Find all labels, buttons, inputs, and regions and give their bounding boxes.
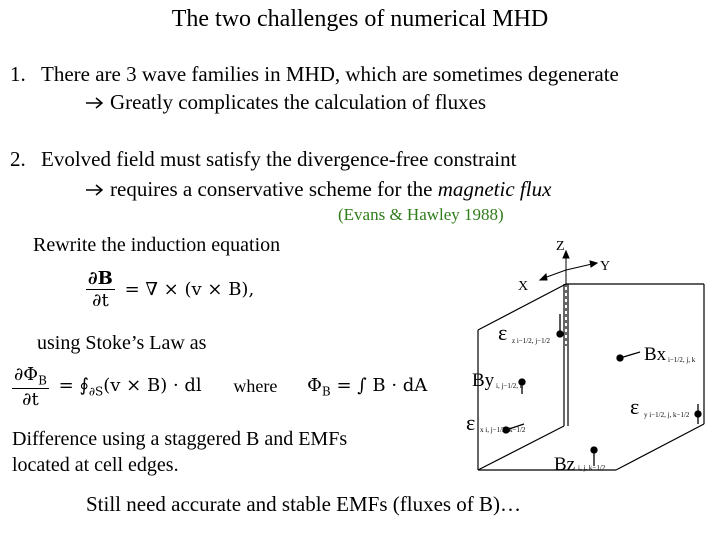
ez-dot xyxy=(557,331,563,337)
bx-dot xyxy=(617,355,623,361)
bz-label: Bz xyxy=(554,454,576,475)
flux-definition xyxy=(307,375,428,399)
induction-equation xyxy=(86,268,254,311)
point-2-text: Evolved field must satisfy the divergence-free constraint xyxy=(41,147,517,171)
point-1-consequence-text: Greatly complicates the calculation of fluxes xyxy=(110,90,487,114)
stokes-fraction xyxy=(12,364,49,410)
x-axis-line xyxy=(544,270,566,278)
stokes-integral: = ∮ xyxy=(58,375,89,396)
point-1 xyxy=(10,62,619,87)
y-axis-line xyxy=(566,264,592,270)
ex-label: ε xyxy=(466,410,476,435)
ez-sub: z i−1/2, j−1/2 xyxy=(512,337,551,345)
bx-sub: i−1/2, j, k xyxy=(668,356,696,364)
point-1-text: There are 3 wave families in MHD, which are sometimes degenerate xyxy=(41,62,619,86)
citation: (Evans & Hawley 1988) xyxy=(338,205,504,224)
ex-sub: x i, j−1/2, k−1/2 xyxy=(480,426,526,434)
stokes-equation xyxy=(12,364,427,410)
arrow-right-icon xyxy=(86,177,104,202)
point-1-number: 1. xyxy=(10,62,26,86)
induction-rhs: = ∇ × (v × B), xyxy=(124,279,255,300)
stokes-text: using Stoke’s Law as xyxy=(37,332,207,354)
cell-edge-bottom-right xyxy=(616,424,704,470)
flux-phi-sub: B xyxy=(321,384,331,399)
induction-denominator: ∂t xyxy=(92,290,109,311)
difference-text-1: Difference using a staggered B and EMFs xyxy=(12,428,348,450)
stokes-denominator: ∂t xyxy=(22,388,39,410)
axis-x-label: X xyxy=(518,279,529,294)
point-2-consequence-text: requires a conservative scheme for the xyxy=(110,177,438,201)
point-2 xyxy=(10,147,516,172)
flux-phi: Φ xyxy=(307,375,322,396)
point-2-consequence xyxy=(86,177,551,202)
induction-numerator: ∂B xyxy=(88,268,113,289)
axis-z-label: Z xyxy=(556,239,565,254)
staggered-cell-diagram xyxy=(460,218,720,480)
ez-label: ε xyxy=(498,320,508,345)
axis-y-label: Y xyxy=(600,259,611,274)
arrow-right-icon xyxy=(86,90,104,115)
ey-label: ε xyxy=(630,394,640,419)
ey-dot xyxy=(695,411,701,417)
page-title: The two challenges of numerical MHD xyxy=(171,6,549,32)
bx-label: Bx xyxy=(644,344,667,365)
x-axis-arrow xyxy=(540,274,547,280)
footer-text: Still need accurate and stable EMFs (fluxes of B)… xyxy=(86,492,522,516)
induction-fraction xyxy=(86,268,115,311)
stokes-numerator xyxy=(12,364,49,389)
stokes-integral-sub: ∂S xyxy=(88,384,104,399)
by-label: By xyxy=(472,370,495,391)
staggered-cell-svg xyxy=(460,218,720,480)
flux-rhs: = ∫ B · dA xyxy=(336,375,428,396)
by-sub: i, j−1/2, k xyxy=(496,382,524,390)
ey-sub: y i−1/2, j, k−1/2 xyxy=(644,411,690,419)
difference-text-2: located at cell edges. xyxy=(12,454,179,476)
bz-dot xyxy=(591,447,597,453)
y-axis-arrow xyxy=(590,261,597,267)
point-1-consequence xyxy=(86,90,486,115)
stokes-numerator-phi: ∂Φ xyxy=(14,364,39,385)
bz-sub: i, j, k−1/2 xyxy=(578,464,606,472)
stokes-where: where xyxy=(233,376,278,397)
point-2-consequence-emph: magnetic flux xyxy=(437,177,552,201)
stokes-rhs xyxy=(58,375,202,399)
rewrite-text: Rewrite the induction equation xyxy=(33,234,281,256)
stokes-integrand: (v × B) · dl xyxy=(103,375,202,396)
point-2-number: 2. xyxy=(10,147,26,171)
stokes-numerator-sub: B xyxy=(38,373,47,388)
